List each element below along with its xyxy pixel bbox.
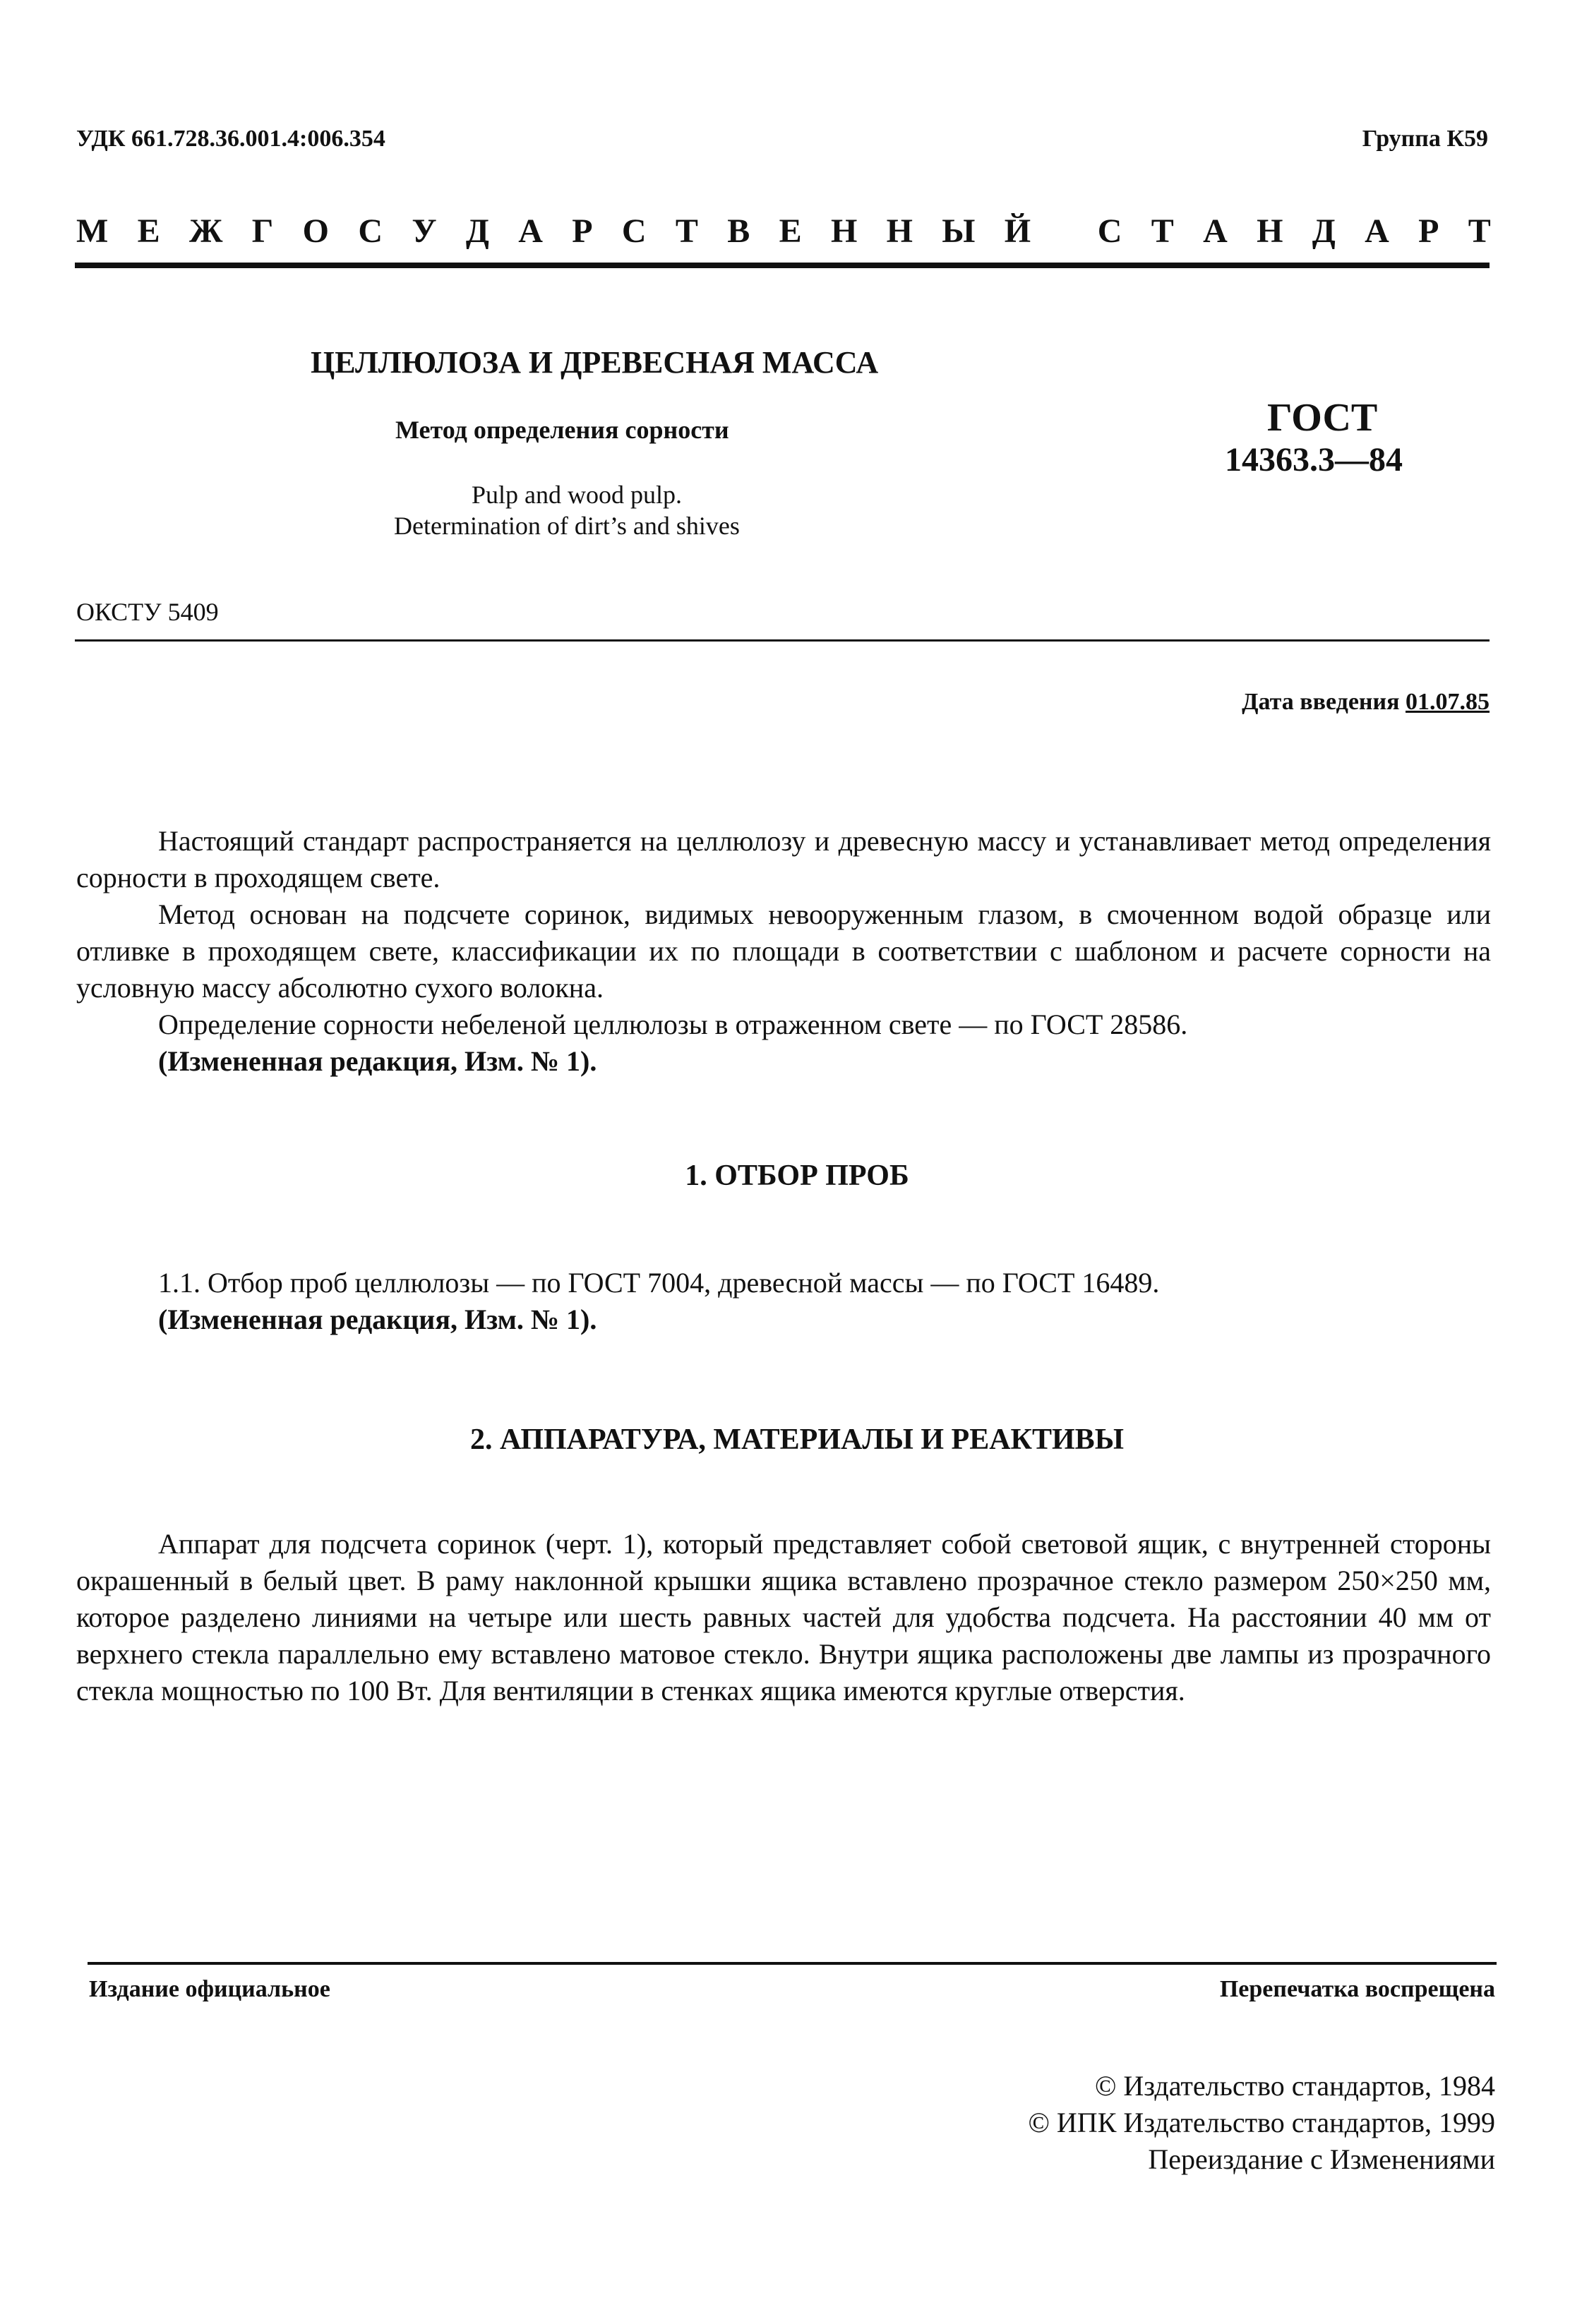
- heading-letter: У: [412, 212, 437, 250]
- heading-letter: Е: [137, 212, 160, 250]
- heading-letter: Й: [1004, 212, 1031, 250]
- heading-letter: М: [76, 212, 109, 250]
- heading-letter: Д: [465, 212, 489, 250]
- heading-letter: Р: [1418, 212, 1439, 250]
- heading-letter: Н: [830, 212, 858, 250]
- heading-letter: Н: [886, 212, 913, 250]
- header-divider: [75, 263, 1490, 268]
- intro-paragraph-1: Настоящий стандарт распространяется на целлюлозу и древесную массу и устанавливает метод определения сорности в проходящем свете.: [76, 825, 1491, 893]
- introduction-date: [1242, 689, 1490, 716]
- heading-word-gap: [1060, 212, 1068, 251]
- heading-letter: Ы: [942, 212, 976, 250]
- gost-number: 14363.3—84: [1225, 441, 1403, 478]
- date-label: Дата введения: [1242, 689, 1406, 715]
- english-title-line-1: Pulp and wood pulp.: [472, 481, 683, 509]
- copyright-line-2: © ИПК Издательство стандартов, 1999: [1028, 2107, 1495, 2138]
- heading-letter: С: [358, 212, 383, 250]
- standard-type-heading: [76, 212, 1491, 251]
- copyright-line-1: © Издательство стандартов, 1984: [1094, 2070, 1495, 2102]
- heading-letter: О: [302, 212, 329, 250]
- heading-letter: В: [727, 212, 750, 250]
- reprint-prohibited-note: Перепечатка воспрещена: [1219, 1976, 1495, 2002]
- heading-letter: Т: [1151, 212, 1174, 250]
- heading-letter: С: [621, 212, 647, 250]
- section-1-body: [76, 1265, 1491, 1338]
- section-1-amendment-note: (Измененная редакция, Изм. № 1).: [158, 1304, 597, 1335]
- gost-label: ГОСТ: [1267, 396, 1378, 440]
- heading-letter: Д: [1312, 212, 1336, 250]
- intro-paragraph-3: Определение сорности небеленой целлюлозы в отраженном свете — по ГОСТ 28586.: [158, 1009, 1188, 1040]
- heading-letter: Т: [1468, 212, 1491, 250]
- intro-amendment-note: (Измененная редакция, Изм. № 1).: [158, 1045, 597, 1077]
- intro-paragraph-2: Метод основан на подсчете соринок, видимых невооруженным глазом, в смоченном водой образце или отливке в проходящем свете, классификации их по площади в соответствии с шаблоном и расчете сорности на условную массу абсолютно сухого волокна.: [76, 898, 1491, 1004]
- heading-letter: А: [1203, 212, 1228, 250]
- section-1-heading: 1. ОТБОР ПРОБ: [685, 1160, 909, 1192]
- udk-code: УДК 661.728.36.001.4:006.354: [76, 126, 385, 152]
- intro-section: [76, 823, 1491, 1080]
- english-title-line-2: Determination of dirt’s and shives: [394, 512, 740, 540]
- heading-letter: Н: [1257, 212, 1283, 250]
- reissue-note: Переиздание с Изменениями: [1148, 2143, 1495, 2175]
- section-1-paragraph: 1.1. Отбор проб целлюлозы — по ГОСТ 7004, древесной массы — по ГОСТ 16489.: [158, 1267, 1160, 1299]
- official-edition-note: Издание официальное: [89, 1976, 330, 2002]
- document-subtitle: Метод определения сорности: [395, 416, 729, 444]
- section-2-heading: 2. АППАРАТУРА, МАТЕРИАЛЫ И РЕАКТИВЫ: [470, 1423, 1124, 1456]
- date-value: 01.07.85: [1406, 689, 1490, 715]
- heading-letter: Е: [779, 212, 802, 250]
- heading-letter: А: [1365, 212, 1389, 250]
- heading-letter: Р: [572, 212, 593, 250]
- heading-letter: Г: [251, 212, 274, 250]
- group-code: Группа К59: [1362, 126, 1488, 152]
- copyright-block: [1029, 2068, 1495, 2178]
- heading-letter: С: [1097, 212, 1122, 250]
- heading-letter: Ж: [188, 212, 223, 250]
- section-2-paragraph: Аппарат для подсчета соринок (черт. 1), который представляет собой световой ящик, с внутренней стороны окрашенный в белый цвет. В раму наклонной крышки ящика вставлено прозрачное стекло размером 250×250 мм, которое разделено линиями на четыре или шесть равных частей для удобства подсчета. На расстоянии 40 мм от верхнего стекла параллельно ему вставлено матовое стекло. Внутри ящика расположены две лампы из прозрачного стекла мощностью по 100 Вт. Для вентиляции в стенках ящика имеются круглые отверстия.: [76, 1528, 1491, 1706]
- document-title: ЦЕЛЛЮЛОЗА И ДРЕВЕСНАЯ МАССА: [311, 345, 879, 380]
- title-divider: [75, 639, 1490, 642]
- okstu-code: ОКСТУ 5409: [76, 598, 219, 626]
- section-2-body: [76, 1526, 1491, 1709]
- heading-letter: А: [518, 212, 543, 250]
- footer-divider: [88, 1962, 1497, 1965]
- heading-letter: Т: [675, 212, 698, 250]
